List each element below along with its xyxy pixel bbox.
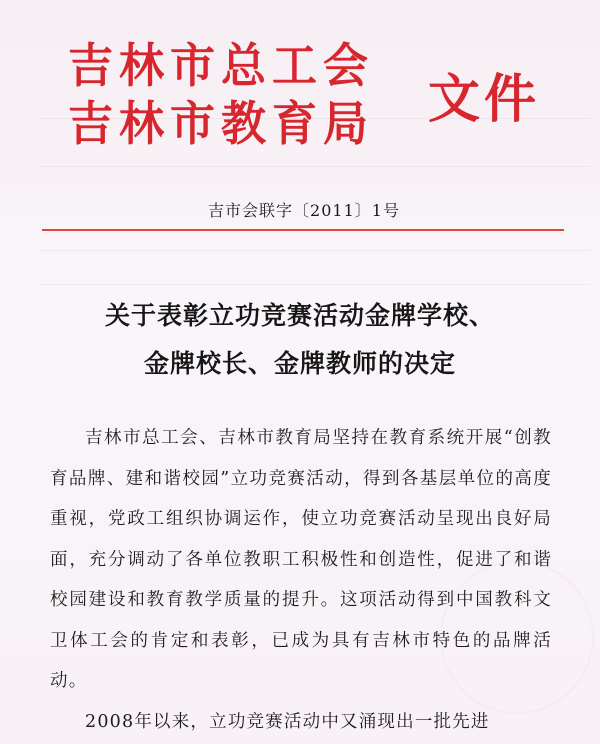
bleed-through-line xyxy=(40,284,590,285)
document-body xyxy=(50,418,552,742)
document-number: 吉市会联字〔2011〕1号 xyxy=(208,201,400,220)
issuer-line-1: 吉林市总工会 xyxy=(68,38,375,94)
body-paragraph-2: 2008年以来，立功竞赛活动中又涌现出一批先进 xyxy=(85,711,490,732)
bleed-through-line xyxy=(40,166,590,167)
title-line-1: 关于表彰立功竞赛活动金牌学校、 xyxy=(104,301,495,330)
document-title xyxy=(0,292,600,388)
red-divider-rule xyxy=(42,229,564,231)
letterhead-issuers xyxy=(68,36,428,152)
issuer-line-2: 吉林市教育局 xyxy=(68,96,375,152)
title-line-2: 金牌校长、金牌教师的决定 xyxy=(143,349,456,378)
bleed-through-line xyxy=(40,250,590,251)
letterhead-doc-type: 文件 xyxy=(428,70,541,130)
body-paragraph-1: 吉林市总工会、吉林市教育局坚持在教育系统开展“创教育品牌、建和谐校园”立功竞赛活动，得到各基层单位的高度重视，党政工组织协调运作，使立功竞赛活动呈现出良好局面，充分调动了各单位教职工积极性和创造性，促进了和谐校园建设和教育教学质量的提升。这项活动得到中国教科文卫体工会的肯定和表彰，已成为具有吉林市特色的品牌活动。 xyxy=(50,428,552,691)
